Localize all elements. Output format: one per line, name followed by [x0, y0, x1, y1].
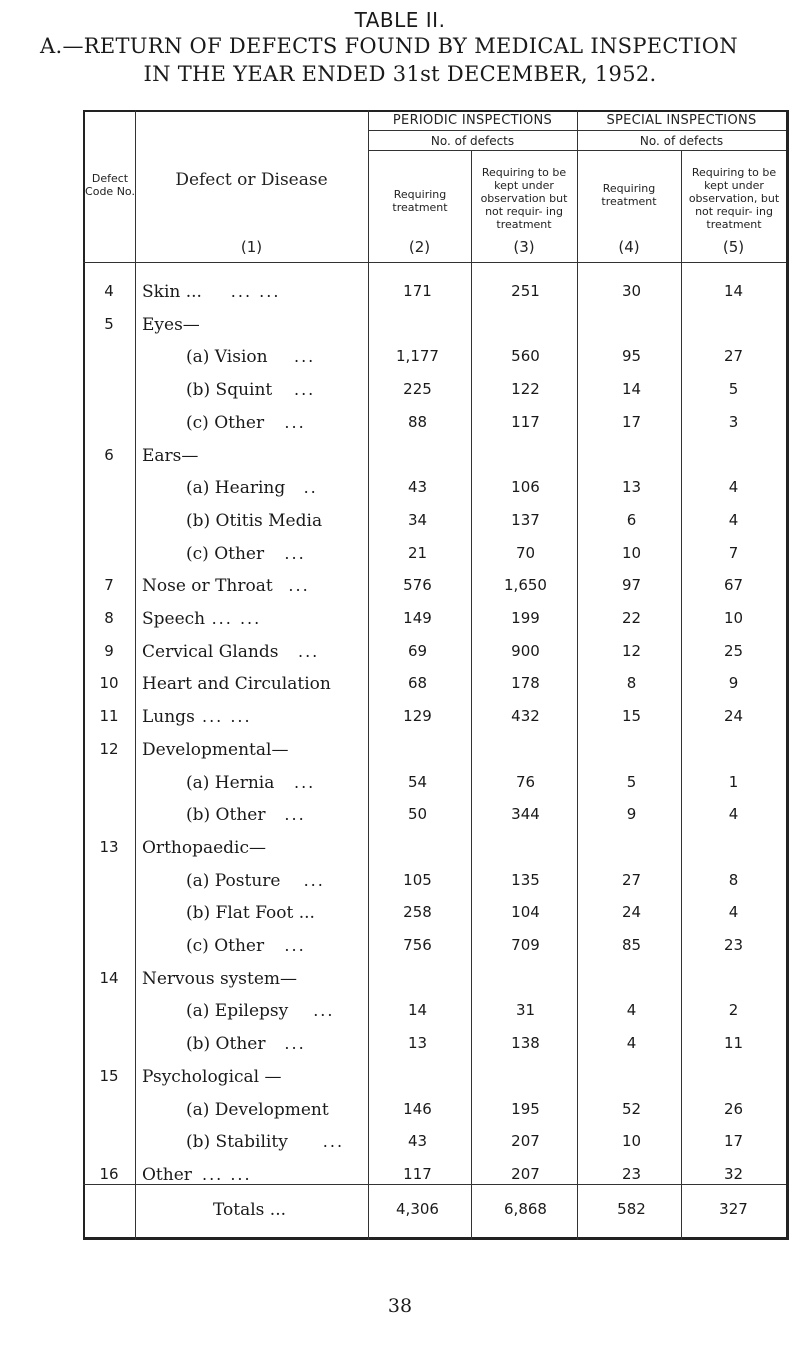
table-row: [83, 928, 789, 964]
row-label: (a) Vision: [186, 347, 268, 368]
table-row: [83, 307, 789, 343]
row-label: (a) Development: [186, 1099, 329, 1120]
row-s-observation: 10: [723, 609, 744, 627]
row-code: 15: [99, 1066, 119, 1085]
row-p-observation: 137: [511, 510, 540, 529]
row-leader-dots: ...: [284, 543, 306, 563]
row-p-observation: 138: [511, 1034, 540, 1053]
row-p-observation: 251: [511, 282, 540, 300]
row-s-observation: 32: [723, 1164, 744, 1183]
totals-p-treatment: 4,306: [396, 1200, 439, 1218]
row-s-observation: 4: [728, 478, 739, 497]
row-label: (b) Stability: [186, 1132, 288, 1153]
row-s-treatment: 9: [626, 805, 637, 824]
table-heading: TABLE II.: [354, 8, 446, 32]
table-subheading-line2: IN THE YEAR ENDED 31st DECEMBER, 1952.: [143, 62, 657, 86]
totals-row: [83, 1192, 789, 1228]
row-s-treatment: 95: [621, 347, 642, 366]
row-p-treatment: 171: [403, 282, 432, 300]
row-leader-dots: ...: [322, 1132, 345, 1152]
table-row: [83, 601, 789, 637]
table-row: [83, 863, 789, 899]
row-s-observation: 11: [723, 1034, 744, 1053]
header-periodic: PERIODIC INSPECTIONS: [392, 113, 553, 128]
row-p-treatment: 43: [407, 478, 428, 497]
row-s-treatment: 6: [626, 510, 637, 529]
row-s-observation: 4: [728, 805, 739, 824]
table-row: [83, 1059, 789, 1095]
table-row: [83, 568, 789, 604]
header-s-treatment: Requiring treatment: [601, 182, 657, 208]
row-label: Lungs: [142, 707, 195, 728]
header-disease: Defect or Disease: [175, 170, 328, 190]
table-row: [83, 666, 789, 702]
row-s-observation: 2: [728, 1001, 739, 1020]
defects-table: [83, 110, 789, 1240]
row-leader-dots: ...: [294, 772, 316, 792]
table-row: [83, 961, 789, 997]
row-p-observation: 135: [511, 870, 540, 889]
row-p-treatment: 105: [403, 870, 432, 889]
row-p-observation: 31: [515, 1001, 536, 1020]
row-s-observation: 27: [723, 347, 744, 366]
rule-group-header: [368, 130, 786, 131]
row-label: (c) Other: [186, 412, 265, 433]
row-p-treatment: 129: [403, 707, 432, 726]
row-p-treatment: 13: [407, 1034, 428, 1053]
row-leader-dots: ...: [288, 576, 310, 596]
row-label: Heart and Circulation: [142, 674, 331, 695]
header-disease-num: (1): [240, 238, 263, 256]
table-row: [83, 536, 789, 572]
row-s-treatment: 15: [621, 707, 642, 726]
row-s-observation: 25: [723, 641, 744, 660]
row-label: (c) Other: [186, 543, 265, 564]
row-s-treatment: 30: [621, 282, 642, 300]
row-label: Cervical Glands: [142, 641, 279, 662]
row-leader-dots: ... ...: [211, 609, 262, 628]
header-p-treatment-num: (2): [408, 238, 431, 256]
row-p-treatment: 21: [407, 543, 428, 562]
totals-label: Totals ...: [213, 1200, 286, 1220]
table-row: [83, 339, 789, 375]
row-label: Psychological —: [142, 1066, 282, 1087]
row-code: 16: [99, 1164, 119, 1183]
header-p-observation: Requiring to be kept under observation but not requir- ing treatment: [480, 166, 568, 231]
row-code: 12: [99, 739, 119, 758]
row-s-treatment: 52: [621, 1099, 642, 1118]
row-p-observation: 432: [511, 707, 540, 726]
row-label: (a) Posture: [186, 870, 281, 891]
row-p-observation: 117: [511, 412, 540, 431]
row-p-treatment: 756: [403, 936, 432, 954]
row-label: (b) Other: [186, 805, 266, 826]
row-label: Nose or Throat: [142, 576, 273, 597]
row-s-observation: 9: [728, 674, 739, 693]
row-p-observation: 207: [511, 1132, 540, 1151]
row-code: 8: [104, 609, 114, 627]
row-p-observation: 344: [511, 805, 540, 824]
row-p-observation: 70: [515, 543, 536, 562]
table-row: [83, 830, 789, 866]
row-label: Skin ...: [142, 282, 202, 302]
row-p-observation: 104: [511, 903, 540, 922]
table-row: [83, 1092, 789, 1128]
row-s-treatment: 4: [626, 1001, 637, 1020]
table-subheading-line1: A.—RETURN OF DEFECTS FOUND BY MEDICAL INSPECTION: [40, 34, 738, 58]
row-p-observation: 900: [511, 641, 540, 660]
table-row: [83, 797, 789, 833]
row-p-observation: 207: [511, 1164, 540, 1183]
totals-p-observation: 6,868: [504, 1200, 547, 1218]
table-row: [83, 895, 789, 931]
row-code: 5: [104, 314, 114, 333]
rule-header-bottom: [83, 262, 786, 263]
row-p-observation: 122: [511, 380, 540, 399]
row-p-observation: 199: [511, 609, 540, 627]
header-s-treatment-num: (4): [618, 238, 640, 256]
table-row: [83, 699, 789, 735]
row-s-observation: 1: [728, 772, 739, 791]
row-p-treatment: 88: [407, 412, 428, 431]
row-p-observation: 1,650: [504, 576, 547, 595]
row-label: Other: [142, 1164, 192, 1185]
row-code: 4: [104, 282, 114, 300]
row-s-observation: 7: [728, 543, 739, 562]
header-p-observation-num: (3): [513, 238, 535, 256]
row-p-treatment: 149: [403, 609, 432, 627]
row-code: 7: [104, 576, 114, 595]
row-s-observation: 4: [728, 903, 739, 922]
table-row: [83, 993, 789, 1029]
row-label: Orthopaedic—: [142, 837, 266, 858]
totals-s-observation: 327: [719, 1200, 748, 1218]
row-label: (a) Epilepsy: [186, 1001, 289, 1022]
row-label: (b) Otitis Media: [186, 510, 323, 531]
row-label: (b) Flat Foot ...: [186, 903, 315, 924]
row-s-treatment: 14: [621, 380, 642, 399]
row-s-treatment: 10: [621, 1132, 642, 1151]
header-special-sub: No. of defects: [639, 134, 724, 148]
row-leader-dots: ... ...: [202, 1164, 252, 1184]
row-p-treatment: 576: [403, 576, 432, 595]
row-code: 9: [104, 641, 114, 660]
table-row: [83, 372, 789, 408]
row-s-treatment: 24: [621, 903, 642, 922]
row-p-treatment: 43: [407, 1132, 428, 1151]
row-code: 13: [99, 837, 119, 856]
row-leader-dots: ...: [284, 805, 306, 825]
row-s-treatment: 13: [621, 478, 642, 497]
row-p-treatment: 258: [403, 903, 432, 922]
table-row: [83, 765, 789, 801]
row-code: 11: [99, 707, 119, 726]
table-row: [83, 1124, 789, 1160]
row-s-treatment: 12: [621, 641, 642, 660]
row-s-observation: 5: [728, 380, 739, 399]
row-p-observation: 560: [511, 347, 540, 366]
row-p-treatment: 14: [407, 1001, 428, 1020]
row-label: Eyes—: [142, 314, 200, 335]
row-p-observation: 76: [515, 772, 536, 791]
row-leader-dots: ...: [303, 870, 325, 890]
row-code: 10: [99, 674, 119, 693]
row-p-treatment: 225: [403, 380, 432, 399]
row-s-treatment: 17: [621, 412, 642, 431]
row-p-treatment: 117: [403, 1164, 432, 1183]
row-leader-dots: ...: [294, 347, 316, 367]
page-number: 38: [387, 1295, 413, 1317]
table-row: [83, 470, 789, 506]
table-row: [83, 1026, 789, 1062]
row-label: Speech: [142, 609, 206, 629]
row-p-observation: 178: [511, 674, 540, 693]
table-row: [83, 503, 789, 539]
row-leader-dots: ...: [298, 641, 320, 661]
table-row: [83, 274, 789, 310]
table-row: [83, 634, 789, 670]
row-s-observation: 26: [723, 1099, 744, 1118]
row-label: Nervous system—: [142, 968, 298, 989]
row-leader-dots: ... ...: [230, 282, 281, 301]
row-s-observation: 23: [723, 936, 744, 954]
row-leader-dots: ...: [284, 412, 306, 432]
header-p-treatment: Requiring treatment: [392, 188, 448, 214]
table-row: [83, 405, 789, 441]
row-s-treatment: 10: [621, 543, 642, 562]
row-p-observation: 195: [511, 1099, 540, 1118]
totals-s-treatment: 582: [617, 1200, 646, 1218]
row-s-observation: 24: [723, 707, 744, 726]
header-s-observation: Requiring to be kept under observation, but not requir- ing treatment: [688, 166, 780, 231]
row-s-observation: 4: [728, 510, 739, 529]
row-s-observation: 8: [728, 870, 739, 889]
row-label: (b) Squint: [186, 380, 273, 401]
row-label: (a) Hernia: [186, 772, 275, 793]
row-code: 14: [99, 968, 119, 987]
row-s-observation: 14: [723, 282, 744, 300]
row-code: 6: [104, 445, 114, 464]
table-row: [83, 732, 789, 768]
row-s-observation: 67: [723, 576, 744, 595]
table-row: [83, 438, 789, 474]
row-leader-dots: ..: [303, 478, 318, 498]
row-s-treatment: 22: [621, 609, 642, 627]
row-s-treatment: 97: [621, 576, 642, 595]
row-p-treatment: 54: [407, 772, 428, 791]
row-s-treatment: 23: [621, 1164, 642, 1183]
row-s-treatment: 4: [626, 1034, 637, 1053]
header-s-observation-num: (5): [722, 238, 745, 256]
row-s-treatment: 5: [626, 772, 637, 791]
header-code: Defect Code No.: [85, 172, 135, 198]
row-s-treatment: 27: [621, 870, 642, 889]
row-label: (a) Hearing: [186, 478, 286, 499]
row-s-observation: 3: [728, 412, 739, 431]
row-leader-dots: ...: [284, 1034, 306, 1054]
row-p-treatment: 69: [407, 641, 428, 660]
rule-subheader: [368, 150, 786, 151]
row-p-treatment: 34: [407, 510, 428, 529]
row-leader-dots: ...: [313, 1001, 335, 1021]
row-leader-dots: ... ...: [202, 707, 252, 727]
row-label: (b) Other: [186, 1034, 266, 1055]
row-p-treatment: 68: [407, 674, 428, 693]
header-special: SPECIAL INSPECTIONS: [606, 113, 757, 128]
row-s-observation: 17: [723, 1132, 744, 1151]
table-row: [83, 1157, 789, 1193]
row-p-observation: 106: [511, 478, 540, 497]
row-p-observation: 709: [511, 936, 540, 954]
row-p-treatment: 50: [407, 805, 428, 824]
row-leader-dots: ...: [284, 936, 306, 955]
row-s-treatment: 8: [626, 674, 637, 693]
row-label: Ears—: [142, 445, 199, 466]
row-label: Developmental—: [142, 739, 289, 760]
header-periodic-sub: No. of defects: [430, 134, 515, 148]
row-leader-dots: ...: [294, 380, 316, 400]
row-p-treatment: 1,177: [396, 347, 439, 366]
row-p-treatment: 146: [403, 1099, 432, 1118]
row-s-treatment: 85: [621, 936, 642, 954]
row-label: (c) Other: [186, 936, 265, 956]
